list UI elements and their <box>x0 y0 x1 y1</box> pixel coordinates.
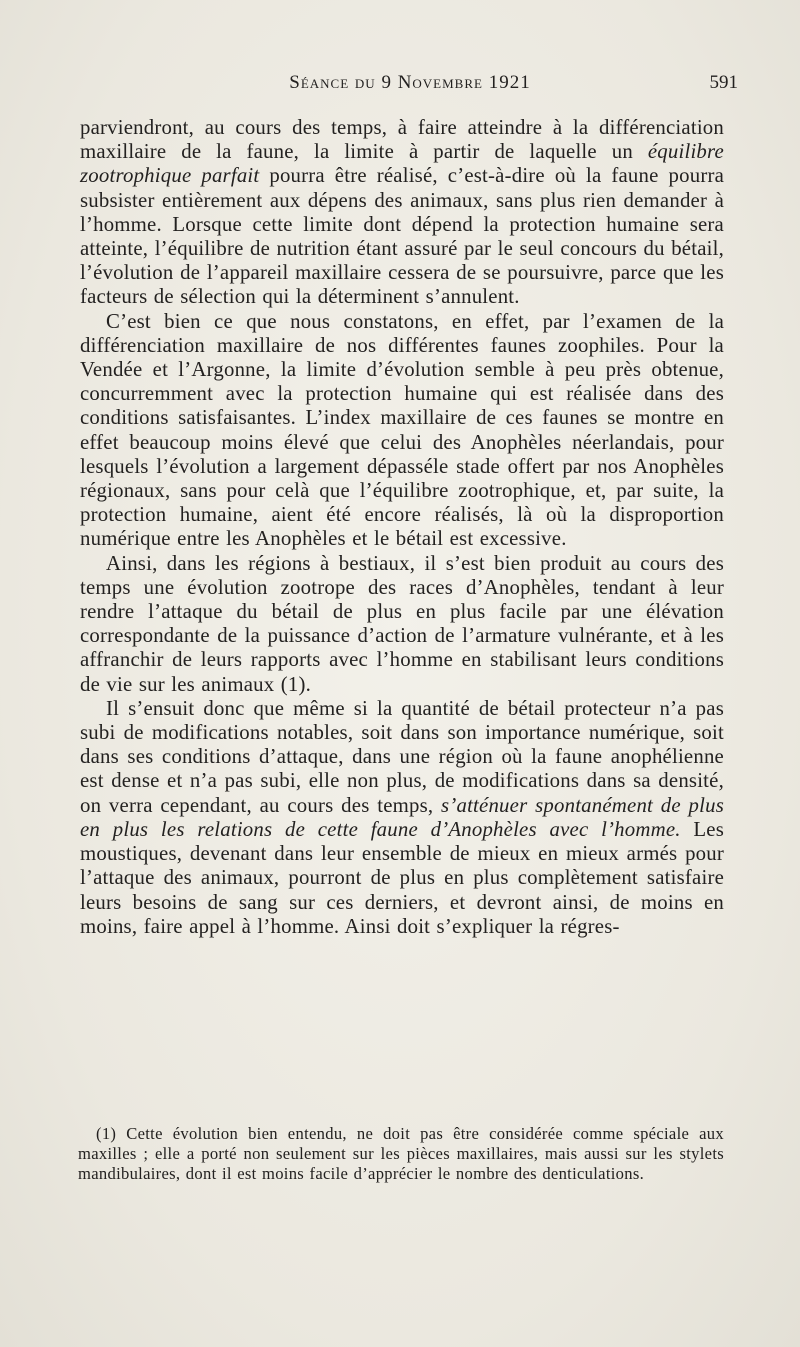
running-head-title: Séance du 9 Novembre 1921 <box>289 72 531 93</box>
page-number: 591 <box>709 72 738 93</box>
paragraph-text: Ainsi, dans les régions à bestiaux, il s’est bien produit au cours des temps une évolution zootrope des races d’Anophèles, tendant à leur rendre l’attaque du bétail de plus en plus facile par une élévation correspondante de la puissance d’action de l’armature vulnérante, et à les affranchir de leurs rapports avec l’homme en stabilisant leurs conditions de vie sur les animaux (1). <box>80 551 724 696</box>
paragraph-text: Les moustiques, devenant dans leur ensemble de mieux en mieux armés pour l’attaque des animaux, pourront de plus en plus complètement satisfaire leurs besoins de sang sur ces derniers, et devront ainsi, de moins en moins, faire appel à l’homme. Ainsi doit s’expliquer la régres- <box>80 817 724 938</box>
body-text <box>80 116 724 939</box>
paragraph-text: Il s’ensuit donc que même si la quantité de bétail protecteur n’a pas subi de modifications notables, soit dans son importance numérique, soit dans ses conditions d’attaque, dans une région où la faune anophélienne est dense et n’a pas subi, elle non plus, de modifications dans sa densité, on verra cependant, au cours des temps, <box>80 696 724 817</box>
paragraph-text: parviendront, au cours des temps, à faire atteindre à la différenciation maxillaire de la faune, la limite à partir de laquelle un <box>80 116 724 164</box>
emphasis-text: équilibre zootrophique parfait <box>80 140 724 188</box>
paragraph <box>80 697 724 939</box>
paragraph-text: C’est bien ce que nous constatons, en effet, par l’examen de la différenciation maxillaire de nos différentes faunes zoophiles. Pour la Vendée et l’Argonne, la limite d’évolution semble à peu près obtenue, concurremment avec la protection humaine qui est réalisée dans des conditions satisfaisantes. L’index maxillaire de ces faunes se montre en effet beaucoup moins élevé que celui des Anophèles néerlandais, pour lesquels l’évolution a largement dépasséle stade offert par nos Anophèles régionaux, sans pour celà que l’équilibre zootrophique, et, par suite, la protection humaine, aient été encore réalisés, là où la disproportion numérique entre les Anophèles et le bétail est excessive. <box>80 309 724 551</box>
paragraph <box>80 116 724 310</box>
emphasis-text: s’atténuer spontanément de plus en plus les relations de cette faune d’Anophèles avec l’homme. <box>80 793 724 841</box>
footnote <box>78 1124 724 1185</box>
footnote-text: (1) Cette évolution bien entendu, ne doit pas être considérée comme spéciale aux maxilles ; elle a porté non seulement sur les pièces maxillaires, mais aussi sur les stylets mandibulaires, dont il est moins facile d’apprécier le nombre des denticulations. <box>78 1124 724 1184</box>
paragraph <box>80 552 724 697</box>
paragraph <box>80 310 724 552</box>
running-head <box>80 72 740 98</box>
paragraph-text: pourra être réalisé, c’est-à-dire où la faune pourra subsister entièrement aux dépens des animaux, sans plus rien demander à l’homme. Lorsque cette limite dont dépend la protection humaine sera atteinte, l’équilibre de nutrition étant assuré par le seul concours du bétail, l’évolution de l’appareil maxillaire cessera de se poursuivre, parce que les facteurs de sélection qui la déterminent s’annulent. <box>80 164 725 309</box>
